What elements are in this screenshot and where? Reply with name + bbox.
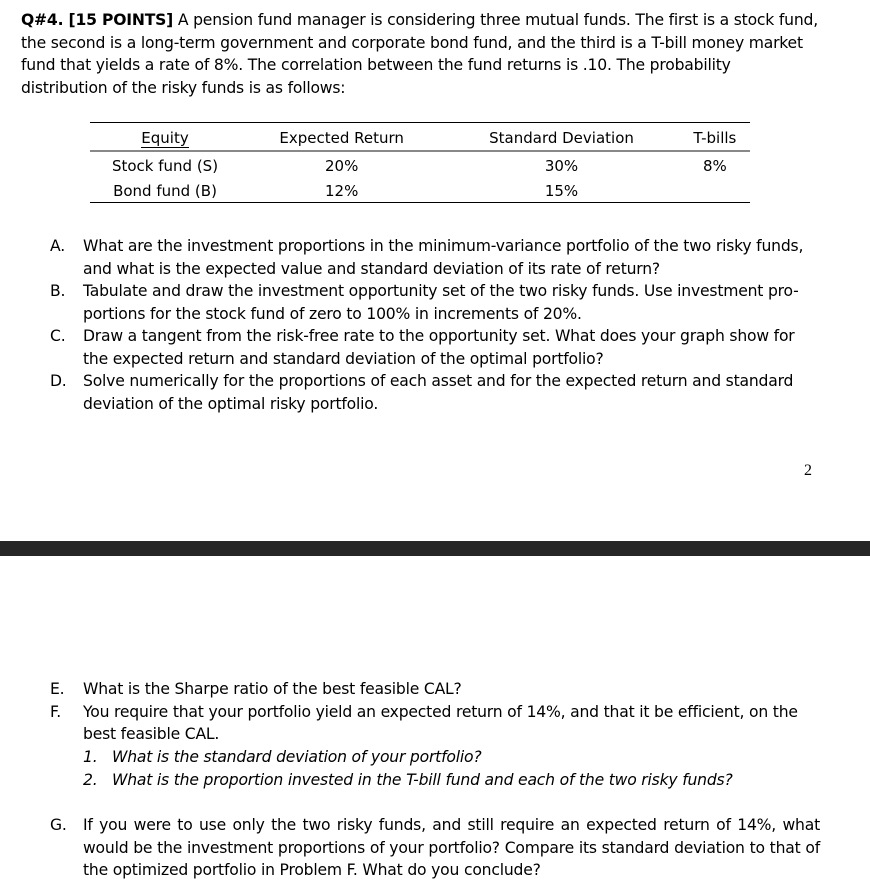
table-header: Expected Return (240, 123, 443, 151)
page-break-divider (0, 541, 870, 556)
question-list-part-2 (50, 678, 820, 746)
table-cell: 30% (544, 157, 579, 175)
table-header: Standard Deviation (443, 123, 679, 151)
question-list-part-1 (50, 235, 820, 415)
question-item-b: B. Tabulate and draw the investment opportunity set of the two risky funds. Use investment pro- portions for the stock fund of zero to 100% in increments of 20%. (50, 282, 799, 323)
table-cell: 8% (702, 157, 727, 175)
table-header-row (90, 123, 750, 151)
question-item-d: D. Solve numerically for the proportions of each asset and for the expected return and standard deviation of the optimal risky portfolio. (50, 372, 794, 413)
table-cell: Bond fund (B) (90, 177, 240, 203)
question-item-e: E. What is the Sharpe ratio of the best feasible CAL? (50, 680, 462, 698)
table-cell: 12% (240, 177, 443, 203)
sub-question-list (50, 746, 820, 791)
question-item-a: A. What are the investment proportions in the minimum-variance portfolio of the two risky funds, and what is the expected value and standard deviation of its rate of return? (50, 237, 804, 278)
page-number: 2 (804, 462, 812, 479)
funds-table (90, 122, 750, 203)
table-cell: 15% (443, 177, 679, 203)
question-item-f: F. You require that your portfolio yield an expected return of 14%, and that it be efficient, on the best feasible CAL. (50, 702, 798, 743)
table-cell: Stock fund (S) (111, 157, 219, 175)
sub-question-item: 1. What is the standard deviation of your portfolio? (83, 748, 482, 766)
table-cell (680, 177, 750, 203)
table-header: Equity (90, 123, 240, 151)
sub-question-item: 2. What is the proportion invested in the T-bill fund and each of the two risky funds? (83, 770, 733, 789)
table-cell: 20% (324, 157, 359, 175)
document-page-2 (0, 556, 870, 890)
question-list-part-3 (50, 814, 820, 882)
question-item-c: C. Draw a tangent from the risk-free rate to the opportunity set. What does your graph show for the expected return and standard deviation of the optimal portfolio? (50, 327, 795, 368)
table-row (90, 151, 750, 177)
question-item-g: G. If you were to use only the two risky funds, and still require an expected return of 14%, what would be the investment proportions of your portfolio? Compare its standard deviation to that of the optimized portfolio in Problem F. What do you conclude? (50, 816, 820, 879)
question-label: Q#4. [15 POINTS] (21, 11, 174, 29)
table-header: T-bills (680, 123, 750, 151)
question-intro-text: A pension fund manager is considering three mutual funds. The first is a stock fund, the second is a long-term government and corporate bond fund, and the third is a T-bill money market fund that yields a rate of 8%. The correlation between the fund returns is .10. The probability distribution of the risky funds is as follows: (21, 11, 818, 97)
question-intro (21, 9, 821, 99)
table-row (90, 177, 750, 203)
